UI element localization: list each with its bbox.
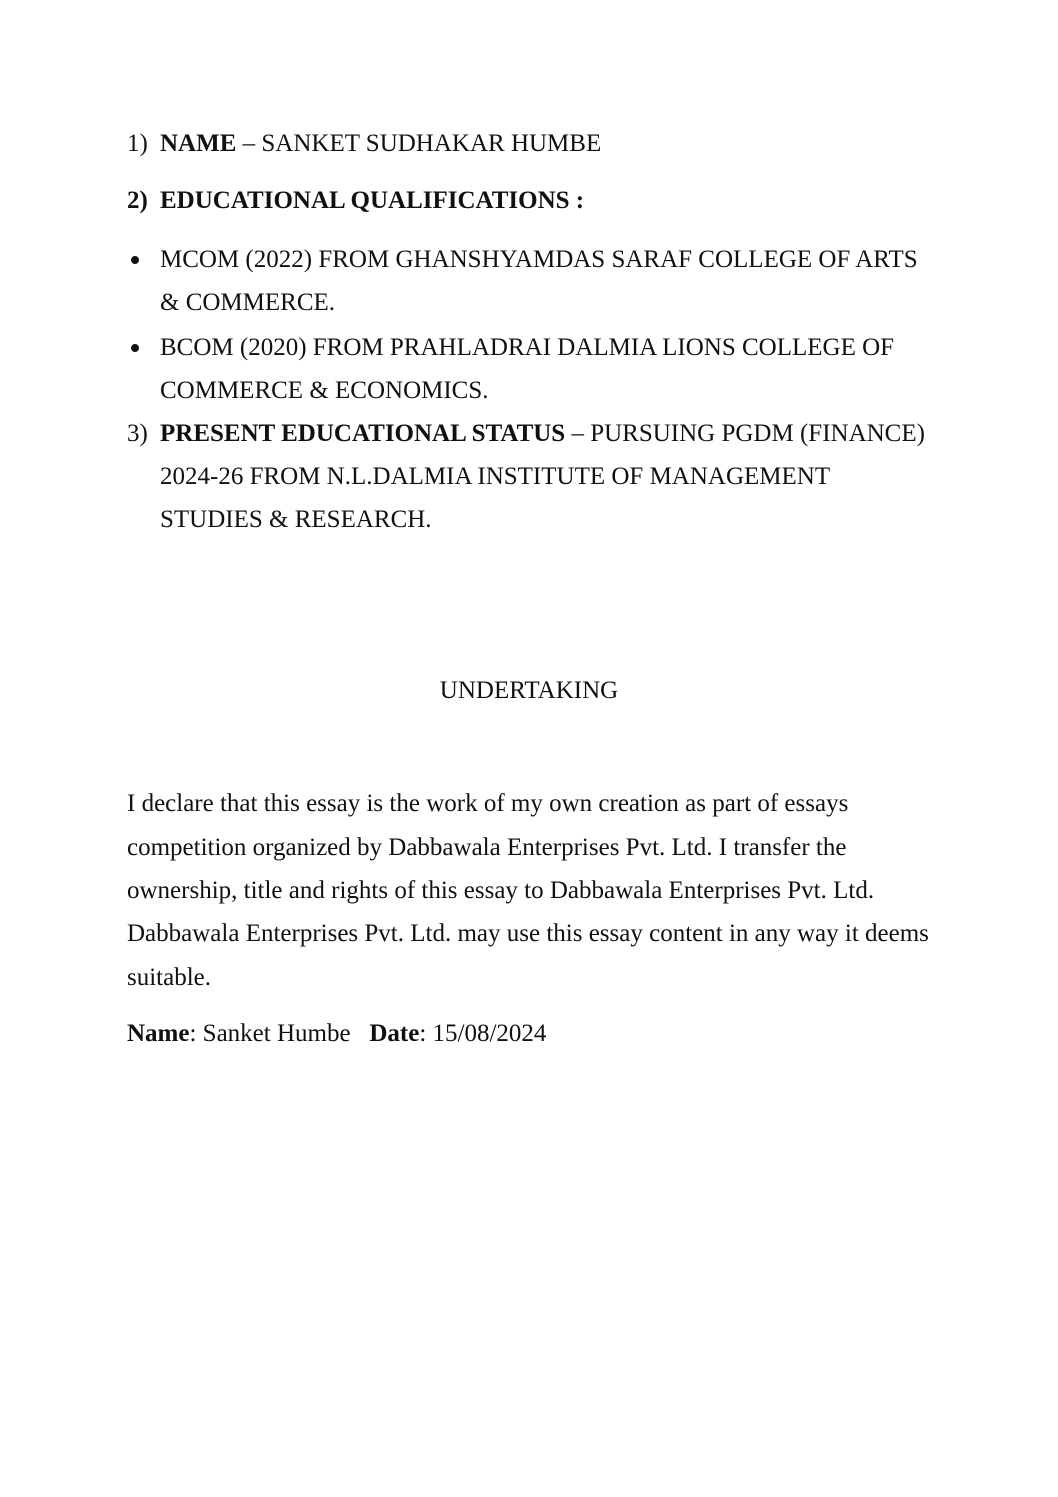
qualification-item-1-line-2: & COMMERCE. — [160, 289, 336, 316]
undertaking-line-4: Dabbawala Enterprises Pvt. Ltd. may use this essay content in any way it deems — [127, 920, 929, 947]
status-line-2: 2024-26 FROM N.L.DALMIA INSTITUTE OF MANAGEMENT — [160, 463, 831, 490]
signature-line — [127, 1012, 546, 1055]
bullet-icon — [131, 256, 139, 264]
undertaking-line-3: ownership, title and rights of this essay to Dabbawala Enterprises Pvt. Ltd. — [127, 877, 875, 904]
item-number-1: 1) — [127, 130, 148, 157]
signature-date-label: Date — [369, 1020, 420, 1047]
item-number-2: 2) — [127, 187, 148, 214]
bullet-icon — [131, 344, 139, 352]
name-label: NAME — [160, 130, 237, 157]
qualifications-heading: EDUCATIONAL QUALIFICATIONS : — [160, 187, 585, 214]
status-line-3: STUDIES & RESEARCH. — [160, 506, 432, 533]
qualification-item-1-line-1: MCOM (2022) FROM GHANSHYAMDAS SARAF COLLEGE OF ARTS — [160, 246, 918, 273]
name-value: – SANKET SUDHAKAR HUMBE — [236, 130, 602, 157]
name-line — [160, 122, 601, 165]
signature-name-value: : Sanket Humbe — [189, 1020, 351, 1047]
status-line-1 — [160, 412, 925, 455]
undertaking-line-1: I declare that this essay is the work of my own creation as part of essays — [127, 790, 849, 817]
signature-name-label: Name — [127, 1020, 190, 1047]
undertaking-title: UNDERTAKING — [439, 677, 619, 704]
undertaking-line-5: suitable. — [127, 964, 212, 991]
item-number-3: 3) — [127, 420, 148, 447]
status-label: PRESENT EDUCATIONAL STATUS — [160, 420, 566, 447]
qualification-item-2-line-1: BCOM (2020) FROM PRAHLADRAI DALMIA LIONS COLLEGE OF — [160, 334, 895, 361]
signature-date-value: : 15/08/2024 — [419, 1020, 547, 1047]
qualification-item-2-line-2: COMMERCE & ECONOMICS. — [160, 377, 489, 404]
status-value: – PURSUING PGDM (FINANCE) — [565, 420, 925, 447]
undertaking-line-2: competition organized by Dabbawala Enterprises Pvt. Ltd. I transfer the — [127, 834, 847, 861]
